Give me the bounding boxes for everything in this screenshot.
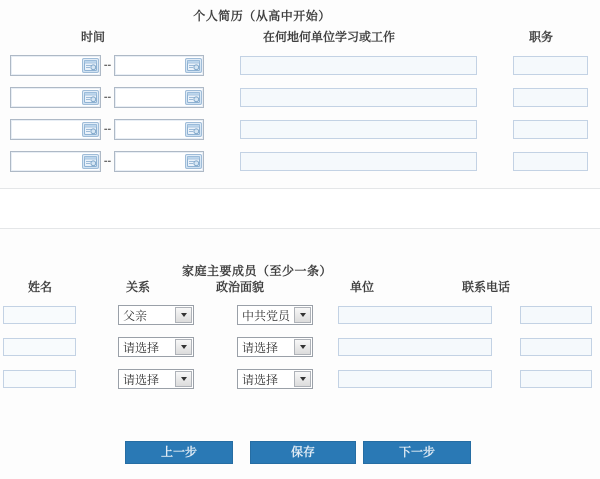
date-to-field[interactable] (114, 151, 204, 172)
date-to-field[interactable] (114, 119, 204, 140)
date-to-field[interactable] (114, 55, 204, 76)
politics-select[interactable] (237, 305, 313, 325)
date-range-separator: -- (103, 155, 112, 167)
family-name-input[interactable] (3, 370, 76, 388)
date-range-separator: -- (103, 123, 112, 135)
resume-col-workplace: 在何地何单位学习或工作 (262, 30, 395, 44)
section-gap-band (0, 189, 600, 228)
family-phone-input[interactable] (520, 370, 592, 388)
workplace-input[interactable] (240, 56, 477, 75)
politics-select-value: 中共党员 (242, 308, 291, 323)
date-from-input[interactable] (11, 88, 82, 107)
date-from-input[interactable] (11, 120, 82, 139)
relation-select-value: 请选择 (123, 372, 160, 387)
chevron-down-icon (294, 371, 311, 387)
position-input[interactable] (513, 152, 588, 171)
calendar-icon[interactable] (185, 154, 202, 169)
calendar-icon[interactable] (82, 90, 99, 105)
chevron-down-icon (294, 307, 311, 323)
date-from-field[interactable] (10, 151, 101, 172)
family-unit-input[interactable] (338, 306, 492, 324)
family-unit-input[interactable] (338, 338, 492, 356)
previous-step-button[interactable]: 上一步 (125, 441, 233, 464)
save-button[interactable]: 保存 (250, 441, 356, 464)
date-range-separator: -- (103, 91, 112, 103)
family-col-relation: 关系 (125, 280, 150, 294)
chevron-down-icon (175, 371, 192, 387)
workplace-input[interactable] (240, 120, 477, 139)
family-col-phone: 联系电话 (461, 280, 510, 294)
date-to-field[interactable] (114, 87, 204, 108)
workplace-input[interactable] (240, 88, 477, 107)
relation-select[interactable] (118, 305, 194, 325)
calendar-icon[interactable] (82, 122, 99, 137)
relation-select-value: 请选择 (123, 340, 160, 355)
date-from-input[interactable] (11, 152, 82, 171)
resume-col-time: 时间 (80, 30, 105, 44)
family-phone-input[interactable] (520, 306, 592, 324)
resume-row (0, 119, 600, 141)
family-name-input[interactable] (3, 338, 76, 356)
family-row (0, 369, 600, 390)
family-col-name: 姓名 (27, 280, 52, 294)
date-to-input[interactable] (115, 56, 185, 75)
chevron-down-icon (175, 307, 192, 323)
section-divider-bottom (0, 228, 600, 229)
family-row (0, 305, 600, 326)
workplace-input[interactable] (240, 152, 477, 171)
relation-select[interactable] (118, 369, 194, 389)
relation-select[interactable] (118, 337, 194, 357)
next-step-button[interactable]: 下一步 (363, 441, 471, 464)
family-col-unit: 单位 (349, 280, 374, 294)
resume-row (0, 151, 600, 173)
calendar-icon[interactable] (82, 154, 99, 169)
resume-section-title: 个人简历（从高中开始） (193, 9, 331, 23)
family-phone-input[interactable] (520, 338, 592, 356)
family-section-title: 家庭主要成员（至少一条） (181, 264, 332, 278)
chevron-down-icon (175, 339, 192, 355)
position-input[interactable] (513, 120, 588, 139)
politics-select-value: 请选择 (242, 340, 279, 355)
family-name-input[interactable] (3, 306, 76, 324)
calendar-icon[interactable] (185, 58, 202, 73)
resume-row (0, 87, 600, 109)
chevron-down-icon (294, 339, 311, 355)
relation-select-value: 父亲 (123, 308, 148, 323)
politics-select[interactable] (237, 337, 313, 357)
family-col-politics: 政治面貌 (215, 280, 264, 294)
calendar-icon[interactable] (82, 58, 99, 73)
family-unit-input[interactable] (338, 370, 492, 388)
politics-select-value: 请选择 (242, 372, 279, 387)
date-to-input[interactable] (115, 120, 185, 139)
family-row (0, 337, 600, 358)
resume-row (0, 55, 600, 77)
date-range-separator: -- (103, 59, 112, 71)
position-input[interactable] (513, 56, 588, 75)
position-input[interactable] (513, 88, 588, 107)
politics-select[interactable] (237, 369, 313, 389)
date-to-input[interactable] (115, 88, 185, 107)
date-from-input[interactable] (11, 56, 82, 75)
date-to-input[interactable] (115, 152, 185, 171)
date-from-field[interactable] (10, 119, 101, 140)
calendar-icon[interactable] (185, 90, 202, 105)
resume-col-position: 职务 (528, 30, 553, 44)
date-from-field[interactable] (10, 87, 101, 108)
calendar-icon[interactable] (185, 122, 202, 137)
date-from-field[interactable] (10, 55, 101, 76)
